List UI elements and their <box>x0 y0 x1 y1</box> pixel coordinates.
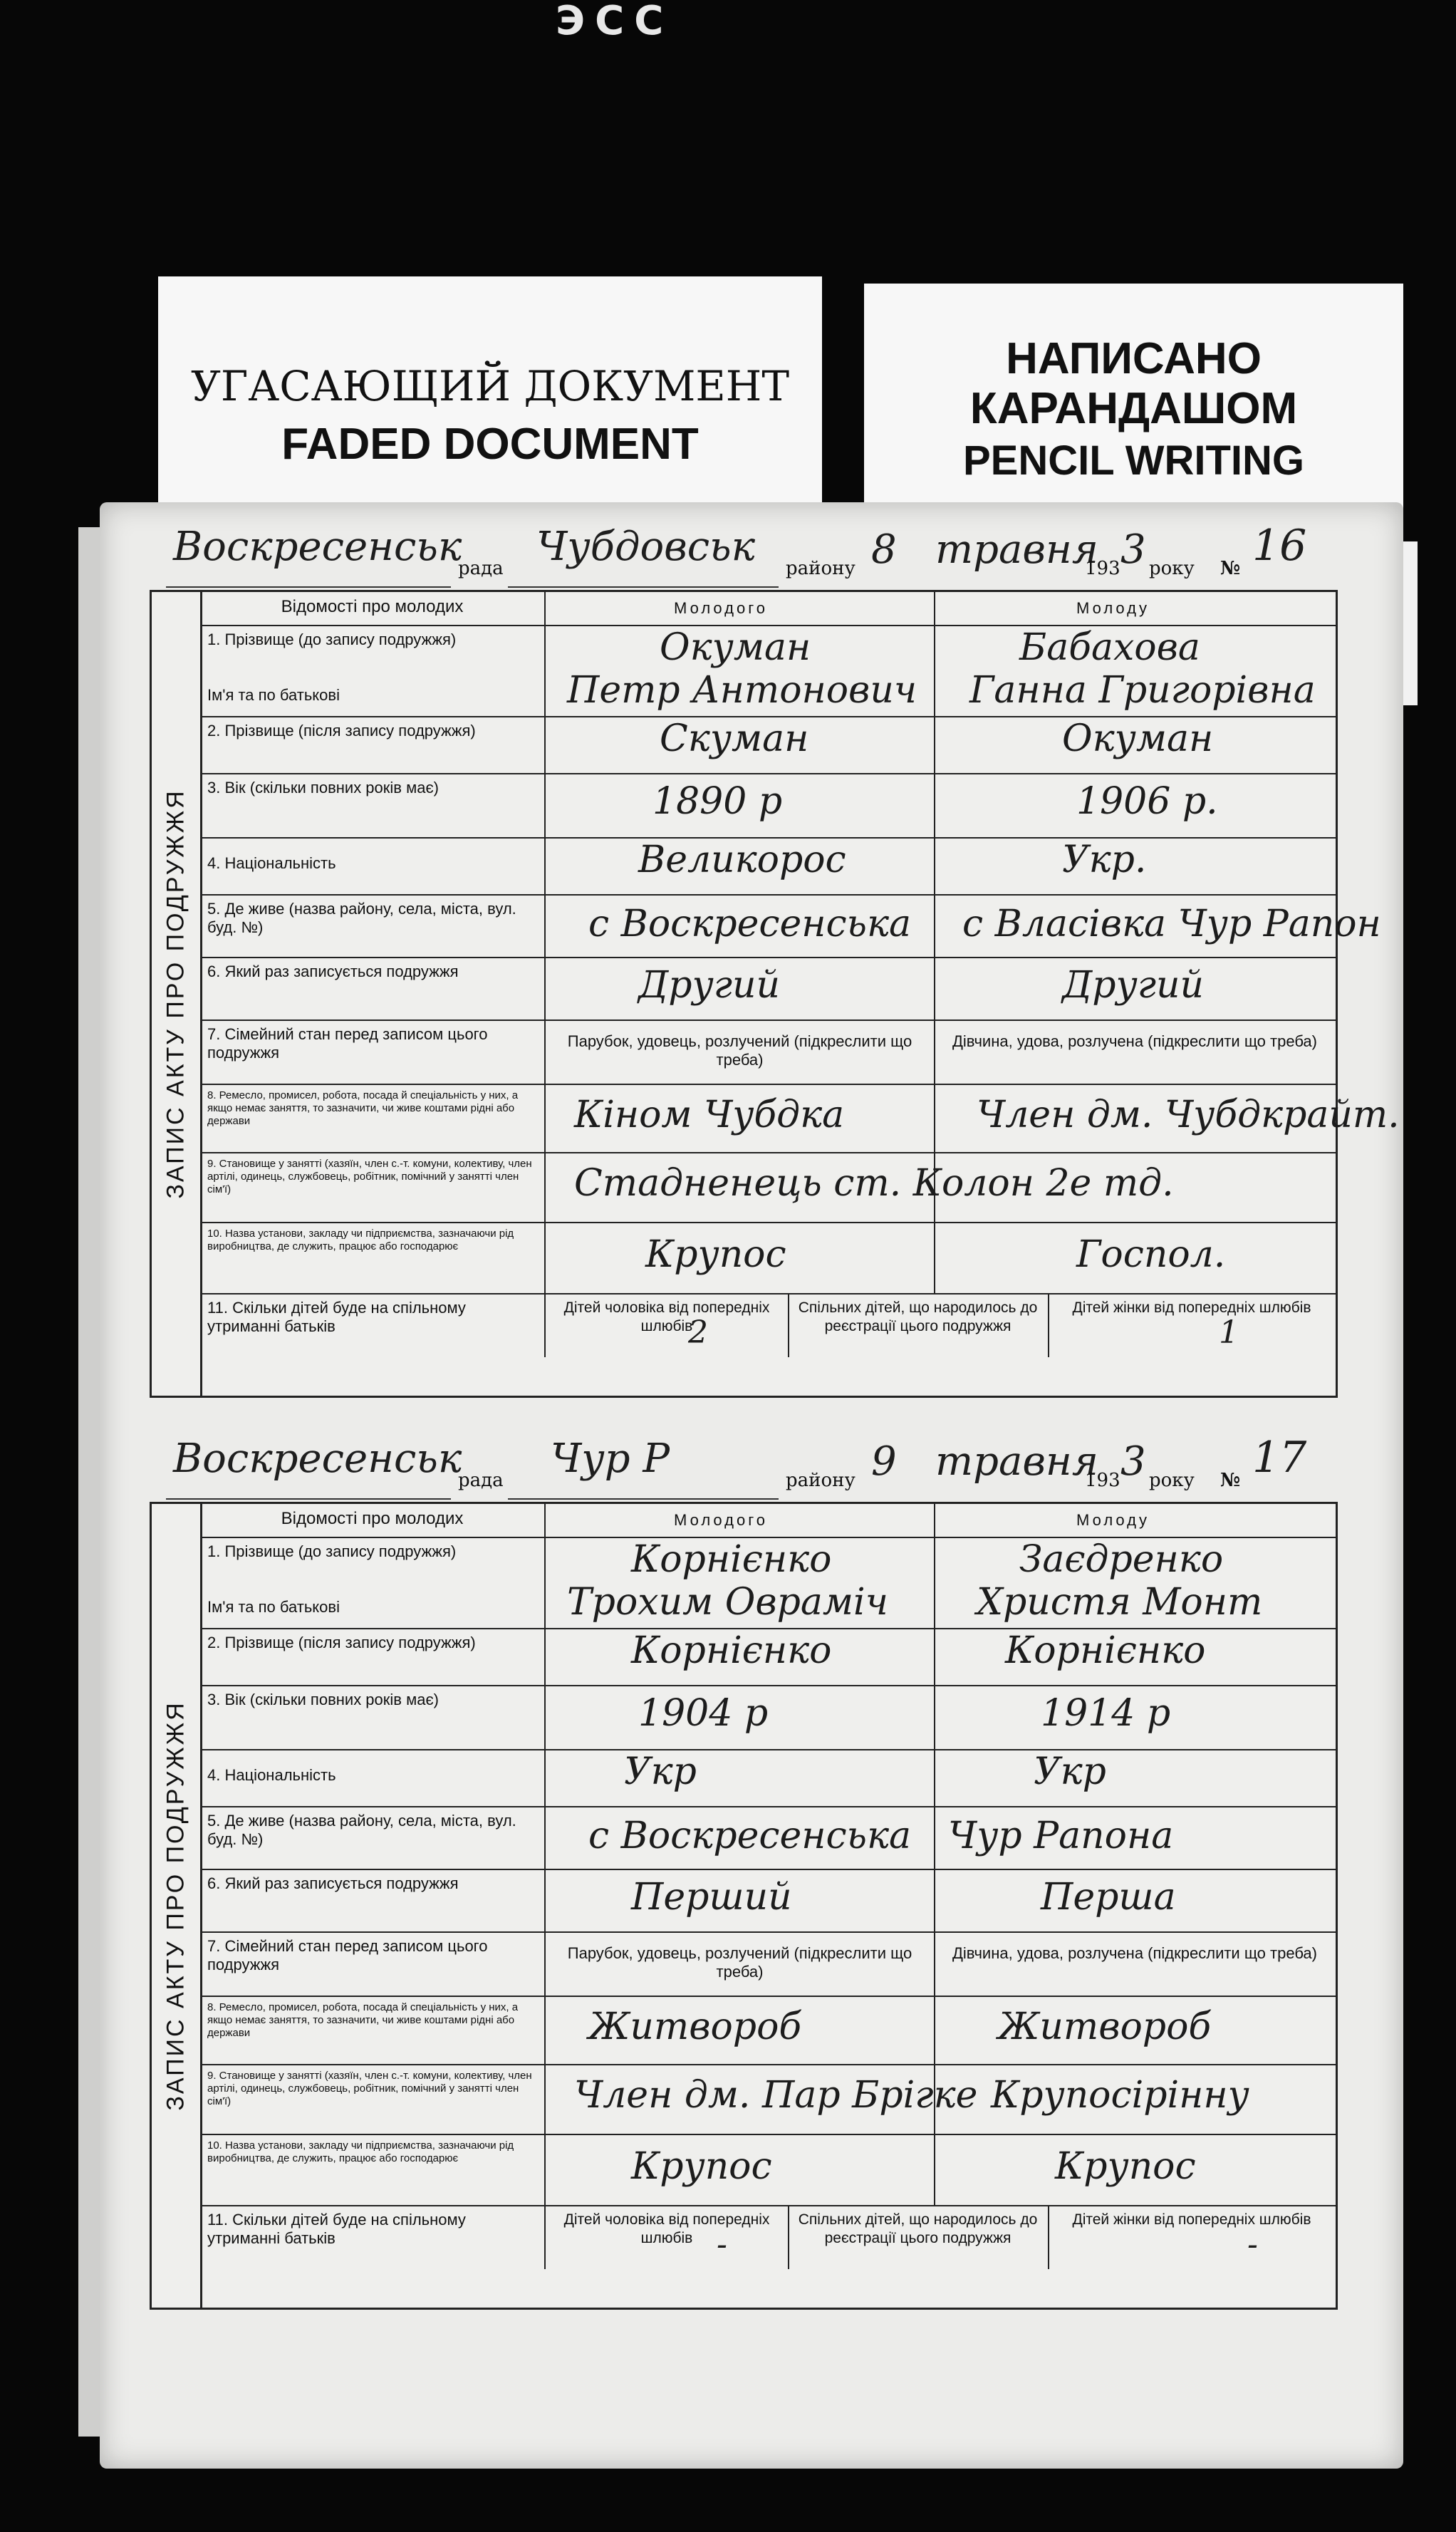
row-marriage-count <box>200 957 1336 1021</box>
q9-label: 9. Становище у занятті (хазяїн, член с.-т. комуни, колективу, член артілі, одинець, службовець, робітник, помічний у занятті член сім'ї) <box>200 2064 546 2134</box>
marriage-record-2 <box>150 1433 1338 2310</box>
groom-occupation: Житвороб <box>588 2006 802 2048</box>
row-institution <box>200 1222 1336 1294</box>
q11-label: 11. Скільки дітей буде на спільному утриманні батьків <box>200 2205 546 2269</box>
q8-label: 8. Ремесло, промисел, робота, посада й спеціальність у них, а якщо немає заняття, то зазначити, чи живе коштами рідні або держави <box>200 1084 546 1152</box>
groom-surname: Окуман <box>660 626 811 669</box>
row-occupation <box>200 1084 1400 1153</box>
pencil-writing-label <box>864 284 1403 519</box>
sidebar-title: ЗАПИС АКТУ ПРО ПОДРУЖЖЯ <box>162 789 189 1199</box>
q1-label <box>200 1537 546 1628</box>
year-prefix: 193 <box>1085 1470 1120 1491</box>
bride-nationality: Укр <box>1034 1750 1106 1793</box>
col-header-groom: Молодого <box>674 1511 769 1529</box>
q11-label: 11. Скільки дітей буде на спільному утриманні батьків <box>200 1293 546 1357</box>
row-nationality <box>200 837 1336 896</box>
district-value: Чубдовськ <box>536 524 756 570</box>
village-field <box>166 1436 462 1500</box>
bride-surname-after: Корнієнко <box>1005 1629 1206 1672</box>
col-header-bride: Молоду <box>1076 599 1150 617</box>
row-marital-status <box>200 1931 1336 1997</box>
groom-surname: Корнієнко <box>631 1538 832 1581</box>
children-common-cell <box>788 2205 1049 2269</box>
row-marriage-count <box>200 1869 1336 1933</box>
district-field <box>508 1436 779 1500</box>
q1b-text: Ім'я та по батькові <box>207 686 340 704</box>
record-header <box>152 521 1336 592</box>
col-header-bride: Молоду <box>1076 1511 1150 1529</box>
children-common-cell <box>788 1293 1049 1357</box>
column-header-row <box>200 592 1336 626</box>
row-age <box>200 1685 1336 1750</box>
raion-label: району <box>786 1470 856 1491</box>
faded-document-label <box>158 276 822 512</box>
q1a-text: 1. Прізвище (до запису подружжя) <box>207 631 457 648</box>
children-bride-value: - <box>1247 2226 1258 2263</box>
number-sign: № <box>1220 1470 1241 1491</box>
year-suffix: 3 <box>1120 1438 1146 1485</box>
sidebar-title: ЗАПИС АКТУ ПРО ПОДРУЖЖЯ <box>162 1701 189 2111</box>
q1a-text: 1. Прізвище (до запису подружжя) <box>207 1542 457 1560</box>
groom-surname-after: Скуман <box>660 717 809 760</box>
q5-label: 5. Де живе (назва району, села, міста, вул. буд. №) <box>200 1806 546 1869</box>
q8-label: 8. Ремесло, промисел, робота, посада й спеціальність у них, а якщо немає заняття, то зазначити, чи живе коштами рідні або держави <box>200 1996 546 2064</box>
pencil-label-ru-1: НАПИСАНО <box>1006 334 1262 383</box>
village-value: Воскресенськ <box>173 524 462 570</box>
district-value: Чур Р <box>551 1436 670 1482</box>
bride-surname: Заєдренко <box>1019 1538 1224 1581</box>
q6-label: 6. Який раз записується подружжя <box>200 957 546 1019</box>
groom-status-options: Парубок, удовець, розлучений (підкреслити що треба) <box>567 1944 912 1981</box>
children-groom-cell <box>546 2205 789 2269</box>
row-surname-before <box>200 1537 1336 1629</box>
children-bride-cell <box>1048 2205 1336 2269</box>
children-groom-value: 2 <box>688 1314 708 1351</box>
bride-marriage-count: Перша <box>1041 1876 1176 1919</box>
groom-marriage-count: Перший <box>631 1876 792 1919</box>
q4-label: 4. Національність <box>200 1749 546 1806</box>
groom-name: Петр Антонович <box>567 669 917 712</box>
rada-label: рада <box>458 558 504 579</box>
month-value: травня <box>935 526 1098 573</box>
row-marital-status <box>200 1019 1336 1085</box>
groom-employment-status: Член дм. Пар Брігке <box>574 2074 978 2117</box>
q7-label: 7. Сімейний стан перед записом цього подружжя <box>200 1019 546 1084</box>
archive-number-mark: ЭСС <box>556 0 674 44</box>
row-nationality <box>200 1749 1336 1807</box>
groom-residence: с Воскресенська <box>588 903 912 945</box>
q6-label: 6. Який раз записується подружжя <box>200 1869 546 1931</box>
groom-surname-after: Корнієнко <box>631 1629 832 1672</box>
raion-label: району <box>786 558 856 579</box>
bride-status-options: Дівчина, удова, розлучена (підкреслити що треба) <box>952 1944 1317 1962</box>
district-field <box>508 524 779 588</box>
village-value: Воскресенськ <box>173 1436 462 1482</box>
year-suffix: 3 <box>1120 526 1146 573</box>
bride-occupation: Житвороб <box>998 2006 1212 2048</box>
bride-surname: Бабахова <box>1019 626 1200 669</box>
row-age <box>200 773 1336 839</box>
record-sidebar <box>152 1504 202 2308</box>
q1b-text: Ім'я та по батькові <box>207 1598 340 1616</box>
bride-name: Христя Монт <box>977 1581 1263 1624</box>
bride-name: Ганна Григорівна <box>969 669 1316 712</box>
bride-nationality: Укр. <box>1062 839 1147 881</box>
rada-label: рада <box>458 1470 504 1491</box>
village-field <box>166 524 462 588</box>
groom-occupation: Кіном Чубдка <box>574 1094 845 1136</box>
q7-label: 7. Сімейний стан перед записом цього подружжя <box>200 1931 546 1996</box>
col-header-groom: Молодого <box>674 599 769 617</box>
q10-label: 10. Назва установи, закладу чи підприємства, зазначаючи рід виробництва, де служить, працює або господарює <box>200 1222 546 1293</box>
children-groom-cell <box>546 1293 789 1357</box>
record-number: 16 <box>1252 521 1307 571</box>
row-children <box>200 2205 1336 2269</box>
groom-nationality: Великорос <box>638 839 846 881</box>
roku-label: року <box>1149 1470 1195 1491</box>
bride-age: 1906 р. <box>1076 780 1218 823</box>
row-occupation <box>200 1996 1336 2065</box>
q9-label: 9. Становище у занятті (хазяїн, член с.-т. комуни, колективу, член артілі, одинець, службовець, робітник, помічний у занятті член сім'ї) <box>200 1152 546 1222</box>
bride-residence: с Власівка Чур Рапон <box>962 903 1381 945</box>
groom-age: 1890 р <box>652 780 783 823</box>
record-header <box>152 1433 1336 1504</box>
month-value: травня <box>935 1438 1098 1485</box>
bride-surname-after: Окуман <box>1062 717 1214 760</box>
row-surname-after <box>200 716 1336 774</box>
row-employment-status <box>200 2064 1336 2135</box>
groom-residence: с Воскресенська <box>588 1815 912 1857</box>
row-surname-before <box>200 625 1336 717</box>
record-sidebar <box>152 592 202 1396</box>
pencil-label-en: PENCIL WRITING <box>962 437 1305 484</box>
roku-label: року <box>1149 558 1195 579</box>
bride-institution: Госпол. <box>1076 1233 1226 1276</box>
q3-label: 3. Вік (скільки повних років має) <box>200 1685 546 1749</box>
q3-label: 3. Вік (скільки повних років має) <box>200 773 546 837</box>
marriage-record-1 <box>150 521 1400 1398</box>
bride-age: 1914 р <box>1041 1692 1171 1735</box>
bride-residence: Чур Рапона <box>948 1815 1174 1857</box>
q1-label <box>200 625 546 716</box>
q2-label: 2. Прізвище (після запису подружжя) <box>200 1628 546 1685</box>
children-groom-label: Дітей чоловіка від попередніх шлюбів <box>563 1299 770 1334</box>
pencil-label-ru-2: КАРАНДАШОМ <box>969 384 1298 433</box>
groom-nationality: Укр <box>624 1750 697 1793</box>
row-children <box>200 1293 1336 1357</box>
children-bride-label: Дітей жінки від попередніх шлюбів <box>1072 1299 1311 1316</box>
groom-employment-status: Стадненець ст. Колон 2е тд. <box>574 1162 1174 1205</box>
bride-occupation: Член дм. Чубдкрайт. <box>977 1094 1400 1136</box>
groom-name: Трохим Овраміч <box>567 1581 889 1624</box>
bride-marriage-count: Другий <box>1062 964 1204 1007</box>
col-header-q: Відомості про молодих <box>200 1504 546 1537</box>
day-value: 8 <box>871 526 897 573</box>
children-bride-cell <box>1048 1293 1336 1357</box>
year-prefix: 193 <box>1085 558 1120 579</box>
record-number: 17 <box>1252 1433 1307 1483</box>
groom-marriage-count: Другий <box>638 964 780 1007</box>
children-common-label: Спільних дітей, що народилось до реєстрації цього подружжя <box>798 1299 1038 1334</box>
q5-label: 5. Де живе (назва району, села, міста, вул. буд. №) <box>200 894 546 957</box>
groom-age: 1904 р <box>638 1692 769 1735</box>
column-header-row <box>200 1504 1336 1538</box>
faded-label-ru: УГАСАЮЩИЙ ДОКУМЕНТ <box>190 362 790 410</box>
children-bride-label: Дітей жінки від попередніх шлюбів <box>1072 2211 1311 2228</box>
children-common-label: Спільних дітей, що народилось до реєстрації цього подружжя <box>798 2211 1038 2246</box>
groom-institution: Крупос <box>645 1233 786 1276</box>
faded-label-en: FADED DOCUMENT <box>281 420 699 469</box>
row-residence <box>200 894 1381 958</box>
q4-label: 4. Національність <box>200 837 546 894</box>
children-bride-value: 1 <box>1219 1314 1239 1351</box>
groom-institution: Крупос <box>631 2145 772 2188</box>
col-header-q: Відомості про молодих <box>200 592 546 625</box>
number-sign: № <box>1220 558 1241 579</box>
bride-status-options: Дівчина, удова, розлучена (підкреслити що треба) <box>952 1032 1317 1050</box>
children-groom-label: Дітей чоловіка від попередніх шлюбів <box>563 2211 770 2246</box>
bride-institution: Крупос <box>1055 2145 1196 2188</box>
children-groom-value: - <box>717 2226 727 2263</box>
q2-label: 2. Прізвище (після запису подружжя) <box>200 716 546 773</box>
q10-label: 10. Назва установи, закладу чи підприємства, зазначаючи рід виробництва, де служить, працює або господарює <box>200 2134 546 2205</box>
row-surname-after <box>200 1628 1336 1686</box>
bride-employment-status: Крупосірінну <box>991 2074 1249 2117</box>
row-residence <box>200 1806 1336 1870</box>
day-value: 9 <box>871 1438 897 1485</box>
row-employment-status <box>200 1152 1336 1223</box>
row-institution <box>200 2134 1336 2206</box>
groom-status-options: Парубок, удовець, розлучений (підкреслити що треба) <box>567 1032 912 1069</box>
